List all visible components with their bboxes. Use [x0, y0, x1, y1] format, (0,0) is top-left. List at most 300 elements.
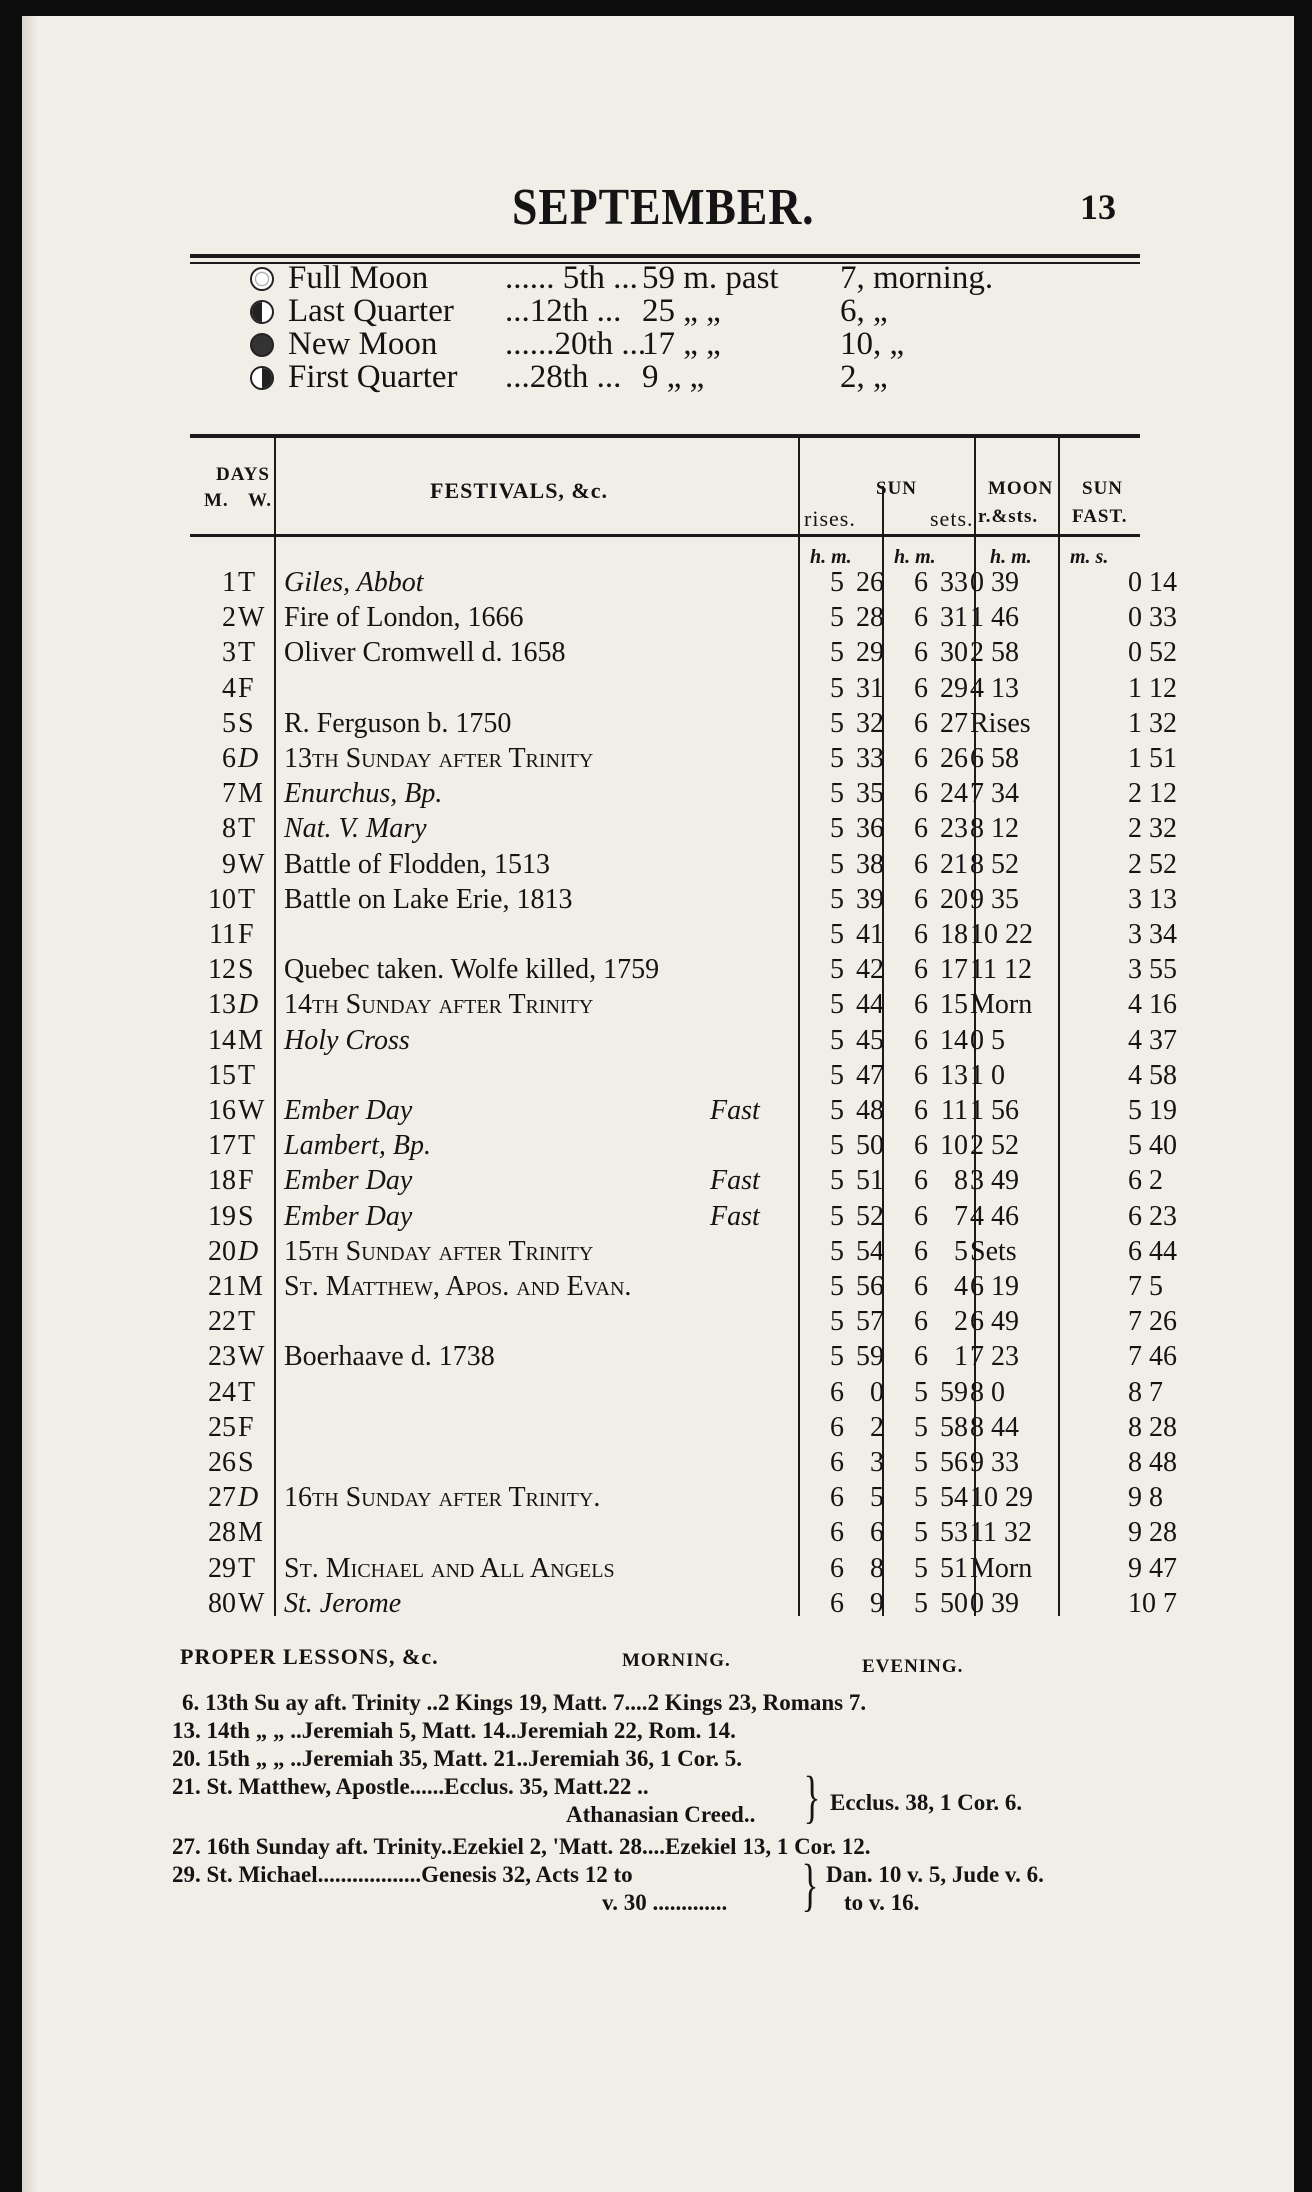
day-row: [190, 566, 1177, 601]
sunset-hour: 6: [914, 1235, 928, 1267]
festival-name: Enurchus, Bp.: [284, 778, 443, 810]
sunset-minute: 14: [940, 1024, 968, 1056]
sunset-hour: 6: [914, 602, 928, 634]
header-sets: sets.: [930, 506, 974, 531]
sunrise-hour: 6: [830, 1482, 844, 1514]
sunrise-hour: 5: [830, 1200, 844, 1232]
festival-name: 14th Sunday after Trinity: [284, 989, 594, 1021]
page-title: SEPTEMBER.: [512, 179, 815, 236]
sunset-hour: 6: [914, 1200, 928, 1232]
sunrise-minute: 33: [856, 743, 884, 774]
header-days: DAYS: [216, 464, 270, 485]
day-row: [190, 1235, 1177, 1270]
phase-clock: 2, „: [840, 359, 888, 395]
units-sets: h. m.: [894, 546, 936, 568]
sun-fast-value: 3 34: [1128, 919, 1177, 950]
almanac-page: [22, 16, 1294, 2192]
day-row: [190, 1340, 1177, 1375]
table-top-rule: [190, 434, 1140, 438]
sun-fast-value: 6 44: [1128, 1235, 1177, 1267]
moon-rise-set: 8 12: [970, 813, 1019, 845]
moon-rise-set: 1 46: [970, 602, 1019, 634]
sunset-hour: 5: [914, 1482, 928, 1514]
sunset-hour: 5: [914, 1447, 928, 1478]
month-day: 29: [208, 1552, 236, 1584]
week-day-letter: M: [238, 778, 263, 810]
sunset-hour: 5: [914, 1587, 928, 1619]
sunrise-minute: 50: [856, 1130, 884, 1162]
phase-clock: 10, „: [840, 326, 905, 362]
sunset-minute: 15: [940, 989, 968, 1021]
sun-fast-value: 6 23: [1128, 1200, 1177, 1232]
sunrise-hour: 5: [830, 778, 844, 810]
header-rule-thick: [190, 254, 1140, 258]
month-day: 18: [208, 1165, 236, 1197]
day-row: [190, 1411, 1177, 1446]
festival-name: Oliver Cromwell d. 1658: [284, 637, 566, 669]
header-sun-fast: SUN: [1082, 478, 1124, 499]
sunrise-hour: 5: [830, 637, 844, 669]
month-day: 25: [208, 1411, 236, 1443]
units-rises: h. m.: [810, 546, 852, 568]
month-day: 16: [208, 1095, 236, 1126]
sunrise-minute: 2: [870, 1411, 884, 1443]
sunset-hour: 5: [914, 1517, 928, 1549]
sunset-hour: 5: [914, 1411, 928, 1443]
lessons-evening-header: EVENING.: [862, 1656, 964, 1677]
week-day-letter: T: [238, 813, 256, 845]
moon-rise-set: 8 0: [970, 1376, 1005, 1408]
brace-symbol: }: [801, 1852, 819, 1917]
sunrise-hour: 6: [830, 1552, 844, 1584]
day-row: [190, 1376, 1163, 1411]
moon-rise-set: 11 12: [970, 954, 1032, 986]
table-header-rule: [190, 534, 1140, 537]
sun-fast-value: 7 46: [1128, 1341, 1177, 1373]
sunrise-hour: 6: [830, 1587, 844, 1619]
sunset-hour: 6: [914, 743, 928, 774]
sunset-minute: 8: [954, 1165, 968, 1197]
header-moon-rises-sets: r.&sts.: [978, 506, 1039, 527]
week-day-letter: F: [238, 1411, 254, 1443]
sunset-hour: 6: [914, 778, 928, 810]
sunrise-hour: 6: [830, 1411, 844, 1443]
day-row: [190, 742, 1177, 777]
sunrise-minute: 39: [856, 883, 884, 915]
sunset-minute: 2: [954, 1306, 968, 1338]
sunset-minute: 4: [954, 1271, 968, 1302]
moon-rise-set: 7 34: [970, 778, 1019, 810]
sunrise-minute: 26: [856, 567, 884, 598]
month-day: 27: [208, 1482, 236, 1514]
week-day-letter: T: [238, 1552, 256, 1584]
sunrise-hour: 5: [830, 989, 844, 1021]
month-day: 3: [222, 637, 236, 669]
brace-symbol: }: [803, 1764, 821, 1829]
sunset-minute: 30: [940, 637, 968, 669]
sunset-hour: 6: [914, 813, 928, 845]
moon-rise-set: 9 33: [970, 1447, 1019, 1478]
sunset-minute: 21: [940, 848, 968, 880]
sunrise-hour: 5: [830, 1271, 844, 1302]
week-day-letter: M: [238, 1024, 263, 1056]
sunset-hour: 6: [914, 1130, 928, 1162]
sun-fast-value: 2 12: [1128, 778, 1177, 810]
day-row: [190, 953, 1177, 988]
month-day: 12: [208, 954, 236, 986]
month-day: 19: [208, 1200, 236, 1232]
sunrise-minute: 52: [856, 1200, 884, 1232]
sunrise-minute: 32: [856, 707, 884, 739]
week-day-letter: D: [238, 743, 259, 774]
sun-fast-value: 1 12: [1128, 672, 1177, 704]
sunset-minute: 58: [940, 1411, 968, 1443]
moon-rise-set: 3 49: [970, 1165, 1019, 1197]
moon-rise-set: 6 49: [970, 1306, 1019, 1338]
lesson-line: Dan. 10 v. 5, Jude v. 6.: [826, 1862, 1044, 1887]
sunrise-minute: 48: [856, 1095, 884, 1126]
sun-fast-value: 9 8: [1128, 1482, 1163, 1514]
month-day: 21: [208, 1271, 236, 1302]
sunset-minute: 53: [940, 1517, 968, 1549]
week-day-letter: D: [238, 989, 259, 1021]
sunrise-hour: 5: [830, 1095, 844, 1126]
page-binding-edge: [22, 16, 38, 2192]
sunset-minute: 27: [940, 707, 968, 739]
sun-fast-value: 4 16: [1128, 989, 1177, 1021]
sunrise-minute: 0: [870, 1376, 884, 1408]
festival-name: Nat. V. Mary: [284, 813, 427, 845]
sun-fast-value: 3 13: [1128, 883, 1177, 915]
week-day-letter: T: [238, 1376, 256, 1408]
sun-fast-value: 1 51: [1128, 743, 1177, 774]
sunrise-hour: 6: [830, 1447, 844, 1478]
sunset-minute: 50: [940, 1587, 968, 1619]
phase-name: First Quarter: [288, 359, 458, 395]
sunrise-minute: 6: [870, 1517, 884, 1549]
sunset-hour: 6: [914, 1059, 928, 1091]
moon-rise-set: 8 52: [970, 848, 1019, 880]
first-quarter-icon: [250, 366, 274, 390]
sun-fast-value: 2 32: [1128, 813, 1177, 845]
month-day: 14: [208, 1024, 236, 1056]
sun-fast-value: 8 48: [1128, 1447, 1177, 1478]
sun-fast-value: 9 47: [1128, 1552, 1177, 1584]
day-row: [190, 1024, 1177, 1059]
sunrise-minute: 57: [856, 1306, 884, 1338]
week-day-letter: S: [238, 1447, 254, 1478]
moon-rise-set: 6 58: [970, 743, 1019, 774]
sunset-minute: 20: [940, 883, 968, 915]
moon-rise-set: 2 52: [970, 1130, 1019, 1162]
sunset-hour: 6: [914, 954, 928, 986]
week-day-letter: F: [238, 672, 254, 704]
sunrise-hour: 5: [830, 1130, 844, 1162]
moon-rise-set: 11 32: [970, 1517, 1032, 1549]
moon-rise-set: 7 23: [970, 1341, 1019, 1373]
sunrise-minute: 35: [856, 778, 884, 810]
lesson-line: 21. St. Matthew, Apostle......Ecclus. 35, Matt.22 ..: [172, 1774, 649, 1799]
phase-date: ...... 5th ...: [505, 260, 638, 296]
header-moon: MOON: [988, 478, 1054, 499]
sunrise-hour: 5: [830, 567, 844, 598]
moon-rise-set: Rises: [970, 707, 1031, 739]
phase-time: 9 „ „: [642, 359, 705, 395]
festival-name: Boerhaave d. 1738: [284, 1341, 495, 1373]
month-day: 20: [208, 1235, 236, 1267]
header-month-day: M.: [204, 490, 229, 511]
sun-fast-value: 0 52: [1128, 637, 1177, 669]
moon-rise-set: 10 22: [970, 919, 1033, 950]
month-day: 10: [208, 883, 236, 915]
sunrise-hour: 5: [830, 1306, 844, 1338]
sunset-minute: 54: [940, 1482, 968, 1514]
sun-fast-value: 9 28: [1128, 1517, 1177, 1549]
month-day: 80: [208, 1587, 236, 1619]
sunrise-minute: 28: [856, 602, 884, 634]
day-row: [190, 672, 1177, 707]
sunrise-hour: 5: [830, 883, 844, 915]
sun-fast-value: 5 40: [1128, 1130, 1177, 1162]
moon-rise-set: 0 39: [970, 1587, 1019, 1619]
month-day: 8: [222, 813, 236, 845]
sunset-hour: 5: [914, 1376, 928, 1408]
lesson-line: 20. 15th „ „ ..Jeremiah 35, Matt. 21..Jeremiah 36, 1 Cor. 5.: [172, 1746, 743, 1771]
moon-rise-set: Sets: [970, 1235, 1017, 1267]
sun-fast-value: 2 52: [1128, 848, 1177, 880]
sunset-minute: 7: [954, 1200, 968, 1232]
week-day-letter: W: [238, 602, 265, 634]
lesson-line: 6. 13th Su ay aft. Trinity ..2 Kings 19, Matt. 7....2 Kings 23, Romans 7.: [182, 1690, 867, 1715]
week-day-letter: F: [238, 919, 254, 950]
sun-fast-value: 7 5: [1128, 1271, 1163, 1302]
lesson-line: 27. 16th Sunday aft. Trinity..Ezekiel 2, 'Matt. 28....Ezekiel 13, 1 Cor. 12.: [172, 1834, 871, 1859]
festival-name: Battle of Flodden, 1513: [284, 848, 550, 880]
day-row: [190, 707, 1177, 742]
sun-fast-value: 4 58: [1128, 1059, 1177, 1091]
sunset-minute: 59: [940, 1376, 968, 1408]
sunrise-hour: 5: [830, 848, 844, 880]
month-day: 6: [222, 743, 236, 774]
day-row: [190, 812, 1177, 847]
festival-name: R. Ferguson b. 1750: [284, 707, 512, 739]
festival-name: St. Jerome: [284, 1587, 402, 1619]
day-row: [190, 1094, 1177, 1129]
moon-rise-set: 4 13: [970, 672, 1019, 704]
sunrise-hour: 5: [830, 1059, 844, 1091]
phase-date: ...28th ...: [505, 359, 622, 395]
lessons-morning-header: MORNING.: [622, 1650, 731, 1671]
sunrise-minute: 5: [870, 1482, 884, 1514]
sunset-hour: 6: [914, 1165, 928, 1197]
moon-rise-set: 4 46: [970, 1200, 1019, 1232]
sunrise-hour: 5: [830, 672, 844, 704]
phase-date: ...12th ...: [505, 293, 622, 329]
sun-fast-value: 0 14: [1128, 567, 1177, 598]
lessons-heading: PROPER LESSONS, &c.: [180, 1644, 439, 1669]
day-row: [190, 1164, 1163, 1199]
sunrise-hour: 5: [830, 919, 844, 950]
moon-rise-set: 10 29: [970, 1482, 1033, 1514]
week-day-letter: M: [238, 1517, 263, 1549]
sun-fast-value: 1 32: [1128, 707, 1177, 739]
sunrise-hour: 5: [830, 1235, 844, 1267]
units-sun-fast: m. s.: [1070, 546, 1109, 568]
lesson-line: Ecclus. 38, 1 Cor. 6.: [830, 1790, 1023, 1815]
week-day-letter: W: [238, 1095, 265, 1126]
sunset-minute: 24: [940, 778, 968, 810]
sun-fast-value: 5 19: [1128, 1095, 1177, 1126]
phase-name: Last Quarter: [288, 293, 454, 329]
sunset-minute: 56: [940, 1447, 968, 1478]
festival-name: Ember Day: [284, 1095, 413, 1126]
festival-name: Lambert, Bp.: [284, 1130, 431, 1162]
month-day: 22: [208, 1306, 236, 1338]
moon-rise-set: 9 35: [970, 883, 1019, 915]
sun-fast-value: 7 26: [1128, 1306, 1177, 1338]
festival-name: 13th Sunday after Trinity: [284, 743, 594, 774]
week-day-letter: T: [238, 1130, 256, 1162]
sunrise-minute: 44: [856, 989, 884, 1021]
moon-rise-set: 0 5: [970, 1024, 1005, 1056]
month-day: 9: [222, 848, 236, 880]
month-day: 4: [222, 672, 236, 704]
sunrise-minute: 38: [856, 848, 884, 880]
header-week-day: W.: [248, 490, 273, 511]
sunset-hour: 6: [914, 1024, 928, 1056]
week-day-letter: W: [238, 1341, 265, 1373]
sunset-minute: 33: [940, 567, 968, 598]
day-row: [190, 1516, 1177, 1551]
header-fast: FAST.: [1072, 506, 1128, 527]
lesson-line: 13. 14th „ „ ..Jeremiah 5, Matt. 14..Jeremiah 22, Rom. 14.: [172, 1718, 736, 1743]
month-day: 15: [208, 1059, 236, 1091]
sunset-hour: 6: [914, 1341, 928, 1373]
last-quarter-icon: [250, 300, 274, 324]
calendar-table: [190, 434, 1177, 1619]
moon-rise-set: Morn: [970, 989, 1033, 1021]
sunrise-hour: 5: [830, 813, 844, 845]
day-row: [190, 1481, 1163, 1516]
day-row: [190, 1129, 1177, 1164]
sunrise-minute: 42: [856, 954, 884, 986]
week-day-letter: D: [238, 1235, 259, 1267]
sunset-hour: 5: [914, 1552, 928, 1584]
sunrise-hour: 6: [830, 1517, 844, 1549]
festival-name: 16th Sunday after Trinity.: [284, 1482, 601, 1514]
header-sun: SUN: [876, 478, 918, 499]
phase-time: 25 „ „: [642, 293, 721, 329]
week-day-letter: T: [238, 1306, 256, 1338]
sunrise-minute: 3: [870, 1447, 884, 1478]
week-day-letter: F: [238, 1165, 254, 1197]
month-day: 26: [208, 1447, 236, 1478]
sunset-hour: 6: [914, 883, 928, 915]
moon-rise-set: 2 58: [970, 637, 1019, 669]
sun-fast-value: 3 55: [1128, 954, 1177, 986]
week-day-letter: D: [238, 1482, 259, 1514]
sunrise-hour: 5: [830, 602, 844, 634]
sun-fast-value: 4 37: [1128, 1024, 1177, 1056]
festival-name: Quebec taken. Wolfe killed, 1759: [284, 954, 660, 986]
week-day-letter: T: [238, 883, 256, 915]
month-day: 5: [222, 707, 236, 739]
month-day: 23: [208, 1341, 236, 1373]
festival-name: Giles, Abbot: [284, 567, 424, 598]
month-day: 17: [208, 1130, 236, 1162]
phase-clock: 6, „: [840, 293, 888, 329]
sunrise-hour: 5: [830, 1341, 844, 1373]
fast-marker: Fast: [710, 1200, 760, 1232]
month-day: 11: [209, 919, 236, 950]
sunset-minute: 5: [954, 1235, 968, 1267]
phase-name: Full Moon: [288, 260, 429, 296]
sunset-hour: 6: [914, 567, 928, 598]
day-row: [190, 1059, 1177, 1094]
sunset-minute: 31: [940, 602, 968, 634]
week-day-letter: T: [238, 637, 256, 669]
week-day-letter: S: [238, 954, 254, 986]
sunset-hour: 6: [914, 1306, 928, 1338]
day-row: [190, 1446, 1177, 1481]
sunset-minute: 18: [940, 919, 968, 950]
day-row: [190, 636, 1177, 671]
sun-fast-value: 0 33: [1128, 602, 1177, 634]
sunrise-minute: 36: [856, 813, 884, 845]
sun-fast-value: 8 28: [1128, 1411, 1177, 1443]
sunrise-minute: 8: [870, 1552, 884, 1584]
day-row: [190, 988, 1177, 1023]
page-number: 13: [1080, 187, 1116, 227]
phase-clock: 7, morning.: [840, 260, 994, 296]
sun-fast-value: 8 7: [1128, 1376, 1163, 1408]
phase-date: ......20th ...: [505, 326, 647, 362]
sunset-minute: 29: [940, 672, 968, 704]
sunset-hour: 6: [914, 989, 928, 1021]
sunset-minute: 11: [941, 1095, 968, 1126]
week-day-letter: T: [238, 567, 256, 598]
festival-name: St. Michael and All Angels: [284, 1552, 615, 1584]
lesson-line: v. 30 .............: [602, 1890, 728, 1915]
sunset-minute: 26: [940, 743, 968, 774]
month-day: 13: [208, 989, 236, 1021]
lesson-line: to v. 16.: [844, 1890, 920, 1915]
festival-name: Holy Cross: [284, 1024, 410, 1056]
sunrise-hour: 5: [830, 1024, 844, 1056]
sunrise-minute: 51: [856, 1165, 884, 1197]
sunset-hour: 6: [914, 707, 928, 739]
month-day: 24: [208, 1376, 236, 1408]
sunset-minute: 23: [940, 813, 968, 845]
phase-name: New Moon: [288, 326, 438, 362]
sunrise-minute: 59: [856, 1341, 884, 1373]
week-day-letter: S: [238, 1200, 254, 1232]
moon-rise-set: 1 56: [970, 1095, 1019, 1126]
sunrise-hour: 5: [830, 1165, 844, 1197]
sunset-minute: 10: [940, 1130, 968, 1162]
sunrise-minute: 47: [856, 1059, 884, 1091]
sunset-minute: 1: [954, 1341, 968, 1373]
header-festivals: FESTIVALS, &c.: [430, 478, 609, 503]
phase-time: 59 m. past: [642, 260, 779, 296]
day-row: [190, 848, 1177, 883]
week-day-letter: M: [238, 1271, 263, 1302]
fast-marker: Fast: [710, 1095, 760, 1126]
sunrise-minute: 31: [856, 672, 884, 704]
sunset-hour: 6: [914, 672, 928, 704]
sunrise-hour: 5: [830, 743, 844, 774]
sunset-hour: 6: [914, 1095, 928, 1126]
